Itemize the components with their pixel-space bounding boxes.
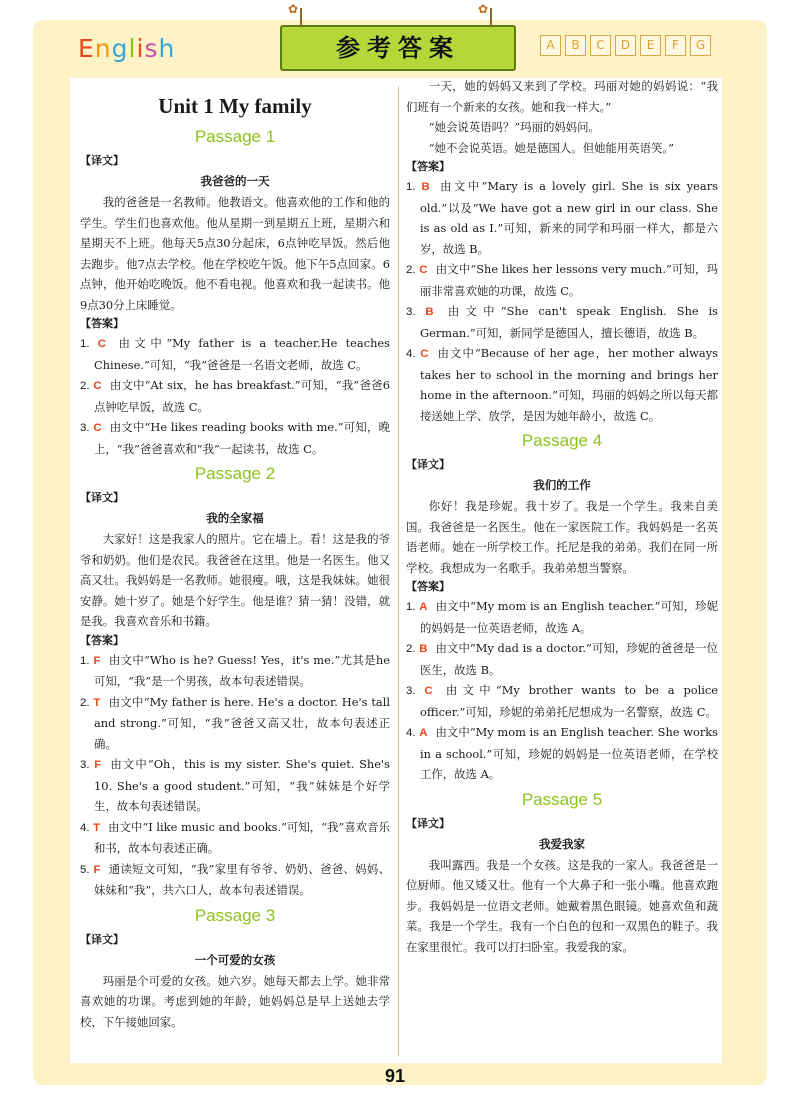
alphabet-flags	[540, 34, 715, 56]
answer-item	[80, 417, 390, 459]
answer-item	[80, 859, 390, 901]
answer-explanation: 通读短文可知，“我”家里有爷爷、奶奶、爸爸、妈妈、妹妹和“我”，共六口人，故本句表述错误。	[94, 861, 391, 897]
answer-number: 3.	[80, 759, 90, 771]
answer-item	[406, 343, 718, 426]
answer-letter: C	[420, 348, 429, 360]
answer-letter: B	[421, 181, 430, 193]
answer-explanation: 由文中“My father is here. He's a doctor. He's tall and strong.”可知，“我”爸爸又高又壮，故本句表述正确。	[94, 694, 390, 751]
answer-explanation: 由文中“Who is he? Guess! Yes，it's me.”尤其是he可知，“我”是一个男孩，故本句表述错误。	[94, 652, 391, 688]
answer-item	[406, 301, 718, 343]
answer-letter: T	[93, 696, 101, 709]
answer-explanation: 由文中“My mom is an English teacher.”可知，珍妮的妈妈是一位英语老师，故选 A。	[420, 599, 719, 635]
bow-right-icon: ✿	[478, 2, 489, 16]
answer-item	[80, 650, 390, 692]
answer-explanation: 由文中“My brother wants to be a police officer.”可知，珍妮的弟弟托尼想成为一名警察，故选 C。	[420, 683, 718, 719]
story-text: 玛丽是个可爱的女孩。她六岁。她每天都去上学。她非常喜欢她的功课。考虑到她的年龄，她妈妈总是早上送她去学校，下午接她回家。	[80, 973, 390, 1029]
alphabet-flag: D	[615, 35, 636, 56]
brand-letter: E	[78, 34, 95, 63]
answer-letter: A	[419, 727, 428, 739]
english-logo	[78, 34, 175, 63]
alphabet-flag: C	[590, 35, 611, 56]
answer-item	[80, 692, 390, 755]
answer-item	[406, 259, 718, 301]
passage-5-heading: Passage 5	[521, 789, 603, 809]
answer-item	[80, 375, 390, 417]
answer-number: 3.	[406, 306, 416, 318]
answer-item	[80, 754, 390, 817]
answer-letter: B	[425, 306, 434, 318]
answer-explanation: 由文中“Mary is a lovely girl. She is six years old.”以及“We have got a new girl in our class. She is as old as I.”可知，新来的同学和玛丽一样大，都是六岁，故选 B。	[420, 179, 718, 256]
unit-title: Unit 1 My family	[158, 94, 312, 118]
alphabet-flag: E	[640, 35, 661, 56]
answer-number: 2.	[80, 696, 90, 709]
answer-letter: F	[93, 654, 101, 667]
story-text: 你好！我是珍妮。我十岁了。我是一个学生。我来自美国。我爸爸是一名医生。他在一家医院工作。我妈妈是一名英语老师。她在一所学校工作。托尼是我的弟弟。我们在同一所学校。我想成为一名歌手。我弟弟想当警察。	[406, 499, 718, 575]
answer-number: 1.	[80, 338, 90, 350]
dialog-line: “她不会说英语。她是德国人。但她能用英语笑。”	[428, 140, 674, 155]
answer-item	[406, 596, 718, 638]
answer-explanation: 由文中“Oh，this is my sister. She's quiet. She's 10. She's a good student.”可知，“我”妹妹是个好学生，故本句表述错误。	[94, 757, 390, 813]
brand-letter: h	[158, 34, 176, 63]
story-title: 一个可爱的女孩	[194, 952, 276, 967]
translation-tag: 【译文】	[406, 458, 450, 471]
story-title: 我爸爸的一天	[200, 174, 270, 188]
answer-number: 2.	[406, 643, 416, 655]
dialog-line: “她会说英语吗？”玛丽的妈妈问。	[428, 120, 600, 134]
answer-explanation: 由文中“My dad is a doctor.”可知，珍妮的爸爸是一位医生，故选 B。	[420, 641, 718, 677]
brand-letter: l	[128, 34, 137, 63]
answer-item	[406, 176, 718, 259]
story-title: 我们的工作	[533, 478, 591, 492]
answer-tag: 【答案】	[80, 633, 124, 647]
translation-tag: 【译文】	[406, 816, 450, 830]
answer-explanation: 由文中“She likes her lessons very much.”可知，玛丽非常喜欢她的功课，故选 C。	[420, 262, 718, 298]
answer-item	[406, 638, 718, 680]
answer-number: 2.	[406, 264, 416, 276]
answer-tag: 【答案】	[406, 580, 450, 593]
answer-tag: 【答案】	[80, 317, 124, 330]
brand-letter: g	[111, 34, 129, 63]
left-column	[80, 90, 390, 1032]
answer-number: 3.	[80, 422, 90, 434]
answer-letter: C	[419, 264, 428, 276]
answer-letter: C	[93, 422, 102, 434]
answer-tag: 【答案】	[406, 160, 450, 173]
answer-number: 5.	[80, 863, 90, 876]
answer-number: 4.	[80, 821, 90, 834]
answer-number: 1.	[406, 181, 416, 193]
translation-tag: 【译文】	[80, 154, 124, 167]
answer-letter: C	[93, 380, 102, 392]
bow-left-icon: ✿	[288, 2, 299, 16]
passage-1-heading: Passage 1	[194, 127, 276, 146]
answer-number: 2.	[80, 380, 90, 392]
alphabet-flag: F	[665, 35, 686, 56]
answer-item	[406, 722, 718, 785]
answer-number: 1.	[406, 601, 416, 613]
story-title: 我的全家福	[206, 511, 264, 525]
story-text-continued: 一天，她的妈妈又来到了学校。玛丽对她的妈妈说：“我们班有一个新来的女孩。她和我一样大。”	[406, 79, 718, 114]
page-title: 参考答案	[280, 25, 516, 71]
brand-letter: i	[136, 34, 145, 63]
answer-letter: C	[424, 685, 433, 697]
answer-explanation: 由文中“He likes reading books with me.”可知，晚上，“我”爸爸喜欢和“我”一起读书，故选 C。	[94, 420, 391, 456]
brand-letter: n	[94, 34, 112, 63]
answer-explanation: 由文中“My mom is an English teacher. She works in a school.”可知，珍妮的妈妈是一位英语老师，在学校工作，故选 A。	[420, 725, 719, 781]
answer-letter: B	[419, 643, 428, 655]
alphabet-flag: A	[540, 35, 561, 56]
answer-item	[406, 680, 718, 722]
answer-number: 4.	[406, 727, 416, 739]
answer-letter: F	[93, 863, 101, 876]
page-number: 91	[384, 1066, 406, 1086]
answer-number: 1.	[80, 654, 90, 667]
answer-letter: T	[93, 821, 101, 834]
answer-explanation: 由文中“She can't speak English. She is German.”可知，新同学是德国人，擅长德语，故选 B。	[420, 304, 718, 340]
translation-tag: 【译文】	[80, 932, 124, 946]
alphabet-flag: B	[565, 35, 586, 56]
answer-letter: F	[94, 759, 102, 771]
story-text: 我叫露西。我是一个女孩。这是我的一家人。我爸爸是一位厨师。他又矮又壮。他有一个大鼻子和一张小嘴。他喜欢跑步。我妈妈是一位语文老师。她戴着黑色眼镜。她喜欢鱼和蔬菜。我是一个学生。我有一个白色的包和一双黑色的鞋子。我在家里很忙。我可以打扫卧室。我爱我的家。	[406, 857, 718, 954]
answer-item	[80, 333, 390, 375]
answer-letter: C	[97, 338, 106, 350]
answer-letter: A	[419, 601, 428, 613]
brand-letter: s	[144, 34, 159, 63]
answer-number: 3.	[406, 685, 416, 697]
story-text: 大家好！这是我家人的照片。它在墙上。看！这是我的爷爷和奶奶。他们是农民。我爸爸在这里。他是一名医生。他又高又壮。我妈妈是一名教师。她很瘦。哦，这是我妹妹。她很安静。她十岁了。她是个好学生。他是谁？猜一猜！没错，就是我。我喜欢音乐和书籍。	[80, 532, 390, 628]
answer-explanation: 由文中“I like music and books.”可知，“我”喜欢音乐和书，故本句表述正确。	[94, 819, 390, 855]
translation-tag: 【译文】	[80, 491, 124, 504]
column-divider	[398, 86, 399, 1056]
right-column	[406, 76, 718, 957]
answer-explanation: 由文中“My father is a teacher.He teaches Chinese.”可知，“我”爸爸是一名语文老师，故选 C。	[94, 336, 390, 372]
answer-number: 4.	[406, 348, 416, 360]
passage-3-heading: Passage 3	[194, 905, 276, 925]
story-title: 我爱我家	[539, 836, 585, 851]
story-text: 我的爸爸是一名教师。他教语文。他喜欢他的工作和他的学生。学生们也喜欢他。他从星期一到星期五上班，星期六和星期天不上班。他每天5点30分起床，6点钟吃早饭。然后他去跑步。他7点去学校。他在学校吃午饭。他下午5点回家。6点钟，他开始吃晚饭。他不看电视。他喜欢和我一起读书。他9点30分上床睡觉。	[80, 195, 390, 312]
alphabet-flag: G	[690, 35, 711, 56]
answer-item	[80, 817, 390, 859]
answer-explanation: 由文中“Because of her age，her mother always takes her to school in the morning and brings her home in the afternoon.”可知，玛丽的妈妈之所以每天都接送她上学、放学，是因为她年龄小，故选 C。	[420, 346, 718, 423]
answer-explanation: 由文中“At six，he has breakfast.”可知，“我”爸爸6点钟吃早饭，故选 C。	[94, 378, 390, 414]
passage-4-heading: Passage 4	[521, 431, 603, 450]
passage-2-heading: Passage 2	[194, 464, 276, 483]
